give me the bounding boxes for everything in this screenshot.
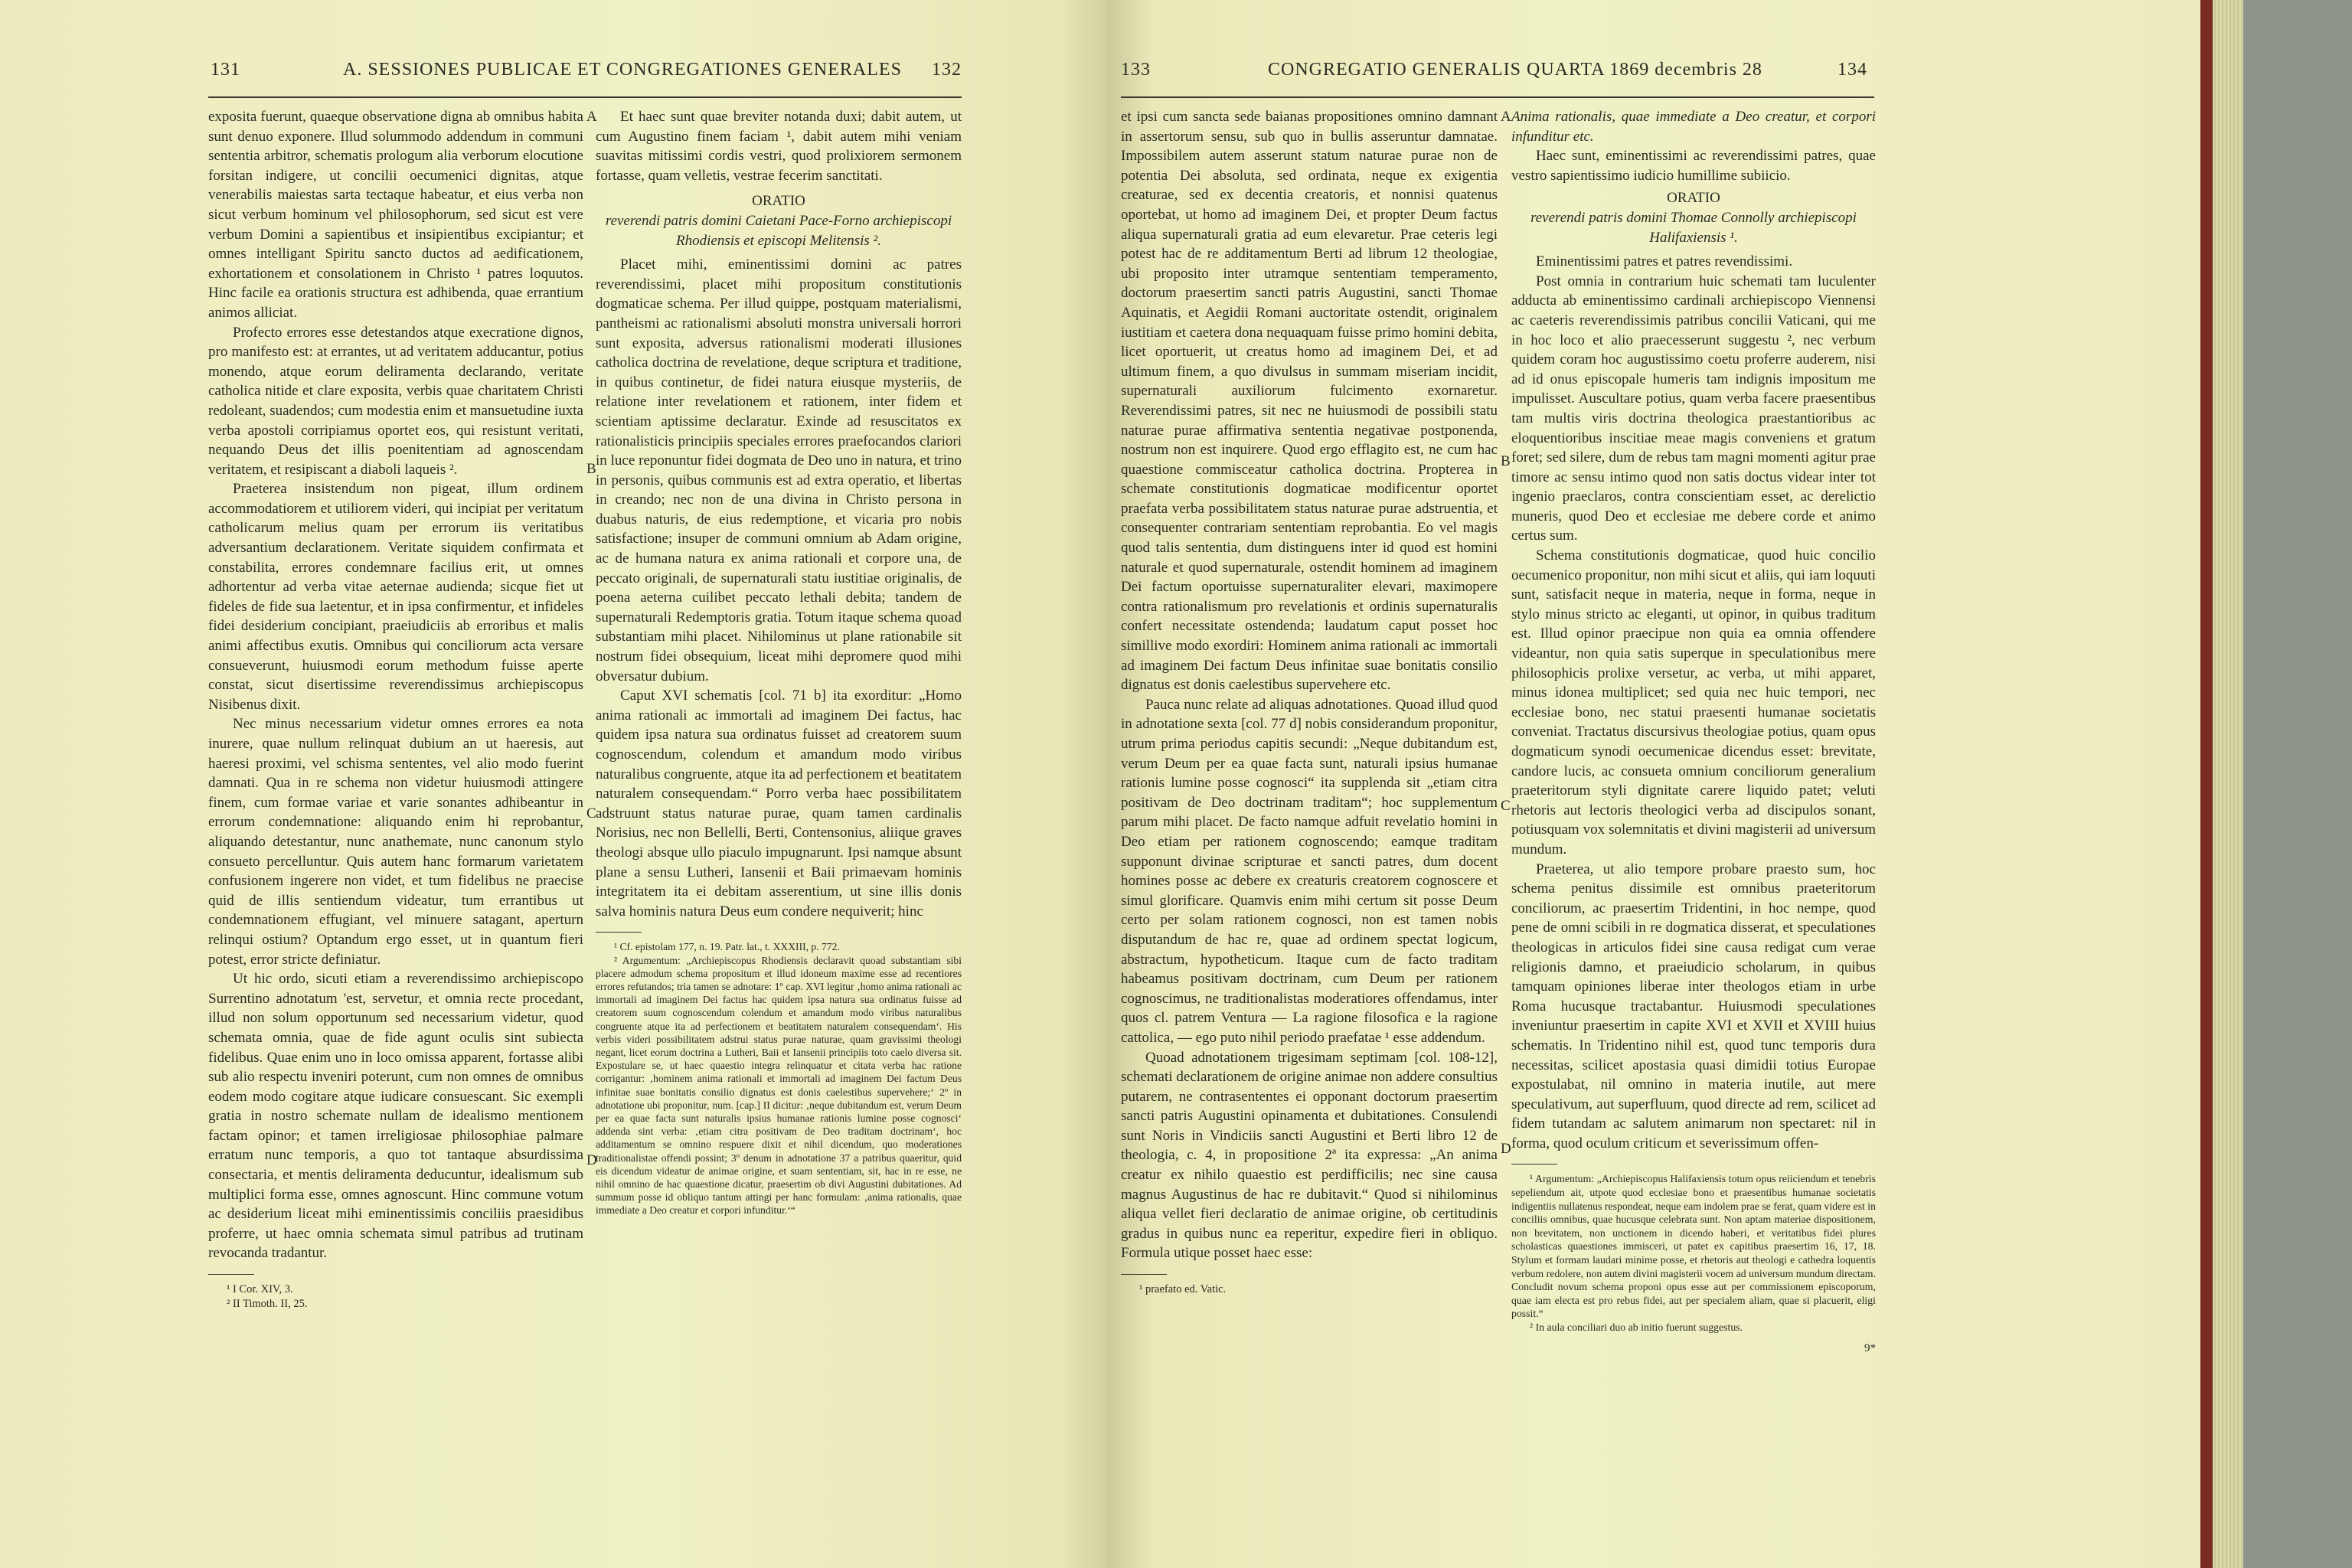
speaker-title: reverendi patris domini Caietani Pace-Forno archiepiscopi Rhodiensis et episcopi Melitensis ². [605,212,952,249]
right-page [1107,0,2213,1568]
column-134 [1511,107,1876,1358]
header-rule [208,96,962,98]
footnotes [1511,1172,1876,1334]
footnote: ¹ praefato ed. Vatic. [1139,1283,1227,1296]
margin-mark-b: B [586,461,596,477]
page-number-131: 131 [211,60,240,80]
paragraph: Post omnia in contrarium huic schemati tam luculenter adducta ab eminentissimo cardinali archiepiscopo Viennensi ac caeteris reverendissimis patribus concilii Vaticani, qui me in hoc loco et alio praecesserunt suggestu ², nec verbum quidem coram hoc augustissimo coetu proferre auderem, nisi ad id onus episcopale humeris tam indignis impositum me impulisset. Auscultare potius, quam verba facere praesentibus tam multis viris doctrina theologica praestantioribus ac eloquentioribus inscitiae meae magis conveniens et gratum foret; sed silere, dum de rebus tam magni momenti agitur prae timore ac sensu intimo quod non satis doctus videar inter tot ingenio praeclaros, contra conscientiam esset, ac derelictio muneris, quod Deo et ecclesiae me debere corde et animo certus sum. [1511,273,1876,544]
paragraph: Pauca nunc relate ad aliquas adnotationes. Quoad illud quod in adnotatione sexta [col. 77 d] nobis considerandum proponitur, utrum prima periodus capitis secundi: „Neque dubitandum est, verum Deum per ea quae facta sunt, naturali ipsius humanae rationis lumine posse cognosci“ ita supplenda sit „etiam citra positivam de Deo doctrinam traditam“; hoc supplementum parum mihi placet. De facto namque adfuit revelatio homini in Deo etiam per rationem cognoscendo; eamque traditam supponunt divinae scripturae et sancti patres, dum docent homines posse ac debere ex creaturis creatorem cognoscere et simul glorificare. Quamvis enim mihi certum sit posse Deum certo per solam rationem cognosci, non est tamen nobis disputandum de hac re, quae ad ordinem spectat logicum, abstractum, hypotheticum. Itaque cum de facto traditam habeamus positivam doctrinam, cum Deum per rationem cognoscimus, ne traditionalistas moderatiores offendamus, inter quos cl. patrem Ventura — La ragione filosofica e la ragione cattolica, — ego puto nihil periodo praefatae ¹ esse addendum. [1121,696,1498,1046]
header-title: CONGREGATIO GENERALIS QUARTA 1869 decembris 28 [1268,60,1762,80]
oratio-heading: ORATIO [752,193,805,210]
column-131 [208,107,583,1311]
page-number-132: 132 [932,60,962,80]
column-132 [596,107,962,1217]
paragraph: Et haec sunt quae breviter notanda duxi; dabit autem, ut cum Augustino finem faciam ¹, dabit autem mihi veniam suavitas mitissimi cordis vestri, quod prolixiorem sermonem fortasse, quam velletis, vestrae fecerim sanctitati. [596,109,962,184]
paragraph: Profecto errores esse detestandos atque execratione dignos, pro manifesto est: at errantes, ut ad veritatem adducantur, potius monendo, atque eorum deliramenta declarando, veritate catholica nitide et clare exposita, verbis quae charitatem Christi redoleant, suadendos; cum modestia enim et mansuetudine iuxta verba apostoli corripiamus oportet eos, qui resistunt veritati, nequando Deus det illis poenitentiam ad agnoscendam veritatem, et resipiscant a diaboli laqueis ². [208,324,583,478]
margin-mark-d: D [586,1152,597,1168]
footnote: ¹ I Cor. XIV, 3. [227,1283,293,1296]
page-number-133: 133 [1121,60,1151,80]
running-header [0,60,1107,87]
margin-mark-c: C [586,805,596,822]
margin-mark-b: B [1501,453,1511,469]
paragraph: et ipsi cum sancta sede baianas propositiones omnino damnant in assertorum sensu, sub quo in bullis asseruntur damnatae. Impossibilem autem asserunt statum naturae purae non de potentia Dei absoluta, sed ordinata, neque ex exigentia creaturae, sed ex decentia creatoris, et nonnisi quatenus oportebat, ut homo ad imaginem Dei, et propter Deum factus aliqua supernaturali gratia ad eum elevaretur. Prae ceteris legi potest hac de re additamentum Berti ad librum 12 theologiae, ubi proposito inter utramque sententiam temperamento, doctorum praesertim sancti patris Augustini, sancti Thomae Aquinatis, et Aegidii Romani auctoritate ostendit, originalem iustitiam et caetera dona nequaquam fuisse primo homini debita, licet oportuerit, ut creatus homo ad imaginem Dei, et ad ultimum finem, a quo divulsus in summam miseriam incidit, supernaturali auxiliorum fulcimento exornaretur. Reverendissimi patres, sit nec ne huiusmodi de possibili statu naturae purae affirmativa sententia negativae postponenda, nostrum non est inquirere. Quod ergo efflagito est, ne cum hac quaestione commisceatur catholica doctrina. Propterea in schemate constitutionis dogmaticae modificentur oportet praefata verba possibilitatem status naturae purae adstruentia, et consequenter contrariam sententiam reprobantia. Eo vel magis quod talis sententia, dum distinguens inter id quod est homini naturale et quod supernaturale, ostendit hominem ad imaginem Dei factum oportuisse supernaturaliter elevari, maximopere contra rationalismum pro revelationis et ordinis supernaturalis confert necessitate ostendenda; laudatum caput posset hoc simillive modo exordiri: Hominem anima rationali ac immortali ad imaginem Dei factum Deus infinitae suae bonitatis consilio dignatus est donis caelestibus supervehere etc. [1121,109,1498,694]
footnote-rule [1121,1274,1167,1275]
margin-mark-d: D [1501,1141,1511,1157]
paragraph: Haec sunt, eminentissimi ac reverendissimi patres, quae vestro sapientissimo iudicio humillime subiicio. [1511,148,1876,184]
paragraph: Praeterea insistendum non pigeat, illum ordinem accommodatiorem et utiliorem videri, qui incipiat per veritatum catholicarum melius quam per errorum iis veritatibus adversantium declarationem. Veritate siquidem confirmata et constabilita, errores condemnare facilius erit, ut omnes adhortentur ad verba vitae aeternae audienda; sicque fiet ut fideles de fide sua laetentur, et in ipsa confirmentur, et infideles fidei desiderium concipiant, praeiudiciis ab erroribus et malis animi affectibus exutis. Omnibus qui conciliorum acta versare consueverunt, huiusmodi eorum methodum fuisse aperte constat, sicut disertissime reverendissimus archiepiscopus Nisibenus dixit. [208,481,583,713]
footnotes [208,1282,583,1311]
paragraph: Anima rationalis, quae immediate a Deo creatur, et corpori infunditur etc. [1511,109,1876,145]
footnote: ² II Timoth. II, 25. [227,1297,308,1310]
footnote-rule [1511,1164,1557,1165]
oratio-heading: ORATIO [1667,190,1720,207]
paragraph: exposita fuerunt, quaeque observatione digna ab omnibus habita sunt denuo exponere. Illud solummodo addendum in communi sententia arbitror, schematis prologum alia verborum elocutione forsitan indigere, ut concilii oecumenici dignitas, atque venerabilis maiestas sarta tectaque habeatur, et eius verba non sicut verbum hominum vel philosophorum, sed sicut est vere verbum Domini a sapientibus et insipientibus excipiantur; et omnes intelligant Spiritu sancto ductos ad aedificationem, exhortationem et consolationem in Christo ¹ patres loquutos. Hinc facile ea orationis structura est adhibenda, quae errantium animos alliciat. [208,109,583,321]
footnote: ² Argumentum: „Archiepiscopus Rhodiensis declaravit quoad substantiam sibi placere admodum schema propositum et illud idoneum maxime esse ad recentiores errores refutandos; tria tamen se adnotare: 1º cap. XVI legitur ‚homo anima rationali ac immortali ad imaginem Dei factus hac quidem ipsa natura sua ordinatus fuisse ad creatorem suum cognoscendum colendum et amandum modo viribus naturalibus congruente atque ita ad perfectionem et beatitatem naturalem consequendam‘. His verbis videri possibilitatem adstrui status purae naturae, quam gravissimi theologi negant, licet eorum doctrina a Lutheri, Baii et Iansenii principiis toto caelo diversa sit. Expostulare se, ut haec quaestio integra relinquatur et citata verba hac ratione corrigantur: ‚hominem anima rationali et immortali ad imaginem Dei factum Deus infinitae suae bonitatis consilio dignatus est donis caelestibus supervehere;‘ 2º in adnotatione ubi proponitur, num. [cap.] II dicitur: ‚neque dubitandum est, verum Deum per ea quae facta sunt naturalis ipsius humanae rationis lumine posse cognosci‘ addenda sint verba: ‚etiam citra positivam de Deo traditam doctrinam‘, hoc additamentum se omnino respuere dixit et nihil dicendum, quo moderationes traditionalistae offendi possint; 3º denum in adnotatione 37 a patribus quaeritur, quid eis dicendum videatur de animae origine, et suam sententiam, sit, hac in re esse, ne nihil omnino de hac quaestione dicatur, praesertim ob divi Augustini dubitationes. Ad summum posse id obliquo tantum attingi per hanc formulam: ‚anima rationalis, quae immediate a Deo creatur et corpori infunditur.‘“ [596,954,962,1217]
running-header [1107,60,2213,87]
page-edges [2213,0,2243,1568]
footnote: ¹ Cf. epistolam 177, n. 19. Patr. lat., t. XXXIII, p. 772. [614,941,840,953]
paragraph: Nec minus necessarium videtur omnes errores ea nota inurere, quae nullum relinquat dubium an ut haeresis, aut haeresi proximi, vel schisma sententes, vel alio modo fuerint damnati. Qua in re schema non videtur huiusmodi attingere finem, cum formae variae et varie sonantes adhibeantur in errorum condemnatione: aliquando enim hi reprobantur, aliquando detestantur, nunc anathemate, nunc canonum stylo consueto percelluntur. Quis autem hanc formarum varietatem confusionem ingerere non videt, et tum fidelibus ne praecise quid de illis sentiendum videatur, tum errantibus ut condemnationem effugiant, vel minuere satagant, aperturn relinqui ostium? Optandum ergo esset, ut in quantum fieri potest, error stricte definiatur. [208,716,583,968]
paragraph: Ut hic ordo, sicuti etiam a reverendissimo archiepiscopo Surrentino adnotatum 'est, servetur, et omnia recte procedant, illud non solum opportunum sed necessarium videtur, quod schemata omnia, quae de fide agunt oculis sint subiecta fidelibus. Quae enim uno in loco omissa apparent, fortasse alibi sub alio respectu inveniri poterunt, cum non omnes de omnibus eodem modo cogitare atque iudicare consuescant. Sic exempli gratia in nostro schemate nullam de idealismo mentionem factam opinor; et tamen irreligiosae philosophiae palmare erratum nunc temporis, a quo tot tantaque absurdissima consectaria, et mentis deliramenta deducuntur, idealismum sub multiplici forma esse, omnes agnoscunt. Hinc commune votum ac desiderium liceat mihi eminentissimis conciliis praesidibus proferre, ut haec omnia schemata simul patribus ad trutinam revocanda tradantur. [208,971,583,1262]
paragraph: Schema constitutionis dogmaticae, quod huic concilio oecumenico proponitur, non mihi sicut et aliis, qui iam loquuti sunt, satisfacit neque in materia, neque in forma, neque in stylo minus stricto ac eleganti, ut opinor, in quibus traditum est. Illud opinor praecipue non quia ea omnia offendere videantur, non quia satis superque in speculationibus mere philosophicis prolixe versetur, ac verba, ut mihi apparet, minus idonea multiplicet; sed quia nec huic tempori, nec ecclesiae bono, nec statui praesenti humanae societatis conveniat. Tractatus discursivus theologiae potius, quam opus dogmaticum synodi oecumenicae dicendus esset: brevitate, candore lucis, ac consueta omnium conciliorum generalium praeteritorum styli dignitate carere liquido patet; veluti rhetoris aut lectoris theologici verba ad discipulos sonant, potiusquam vox solemnitatis et divini magisterii ad universum mundum. [1511,547,1876,858]
column-133 [1121,107,1498,1297]
footnotes [596,940,962,1217]
footnote-rule [596,932,642,933]
footnotes [1121,1282,1498,1297]
margin-mark-a: A [1501,109,1511,125]
header-rule [1121,96,1874,98]
speaker-title: reverendi patris domini Thomae Connolly archiepiscopi Halifaxiensis ¹. [1530,209,1857,246]
paragraph: Eminentissimi patres et patres revendissimi. [1536,253,1793,270]
margin-mark-a: A [586,109,597,125]
paragraph: Praeterea, ut alio tempore probare praesto sum, hoc schema penitus dissimile est omnibus praeteritorum conciliorum, ac praesertim Tridentini, in hoc nempe, quod pene de omni scibili in re dogmatica disserat, et speculationes theologicas in articulos fidei sine causa redigat cum verae religionis damno, et praeiudicio scholarum, in quibus tamquam opiniones liberae inter theologos etiam in urbe Roma hucusque tractabantur. Huiusmodi speculationes inveniuntur praesertim in capite XVI et XVII et XVIII huius schematis. In Tridentino nihil est, quod tunc temporis dura necessitas, scilicet apostasia quasi dimidii totius Europae expostulabat, nil omnino in materia inutile, aut mere speculativum, aut superfluum, quod directe ad rem, scilicet ad fidem tutandam ac salutem animarum non spectaret: nil in forma, quod oculum criticum et severissimum offen- [1511,861,1876,1152]
footnote: ² In aula conciliari duo ab initio fuerunt suggestus. [1530,1321,1743,1333]
page-number-134: 134 [1838,60,1867,80]
paragraph: Caput XVI schematis [col. 71 b] ita exorditur: „Homo anima rationali ac immortali ad imaginem Dei factus, hac quidem ipsa natura sua ordinatus fuisset ad creatorem suum cognoscendum, colendum et amandum modo viribus naturalibus congruente, atque ita ad perfectionem et beatitatem naturalem consequendam.“ Porro verba haec possibilitatem adstruunt status naturae purae, quam tamen cardinalis Norisius, nec non Bellelli, Berti, Contensonius, aliique graves theologi absque ullo piaculo impugnarunt. Ipsi namque absunt plane a sensu Lutheri, Iansenii et Baii primaevam hominis integritatem ita ei debitam asserentium, ut sine illis donis salva hominis natura Deus eum condere nequiverit; hinc [596,688,962,920]
paragraph: Quoad adnotationem trigesimam septimam [col. 108-12], schemati declarationem de origine animae non addere consultius putarem, ne contrasententes ei opponant doctorum praesertim sancti patris Augustini opinamenta et dubitationes. Consulendi sunt Noris in Vindiciis sancti Augustini et Berti libro 12 de theologia, c. 4, in propositione 2ª ita expressa: „An anima creatur ex nihilo quaestio est perdifficilis; nec sine causa magnus Augustinus de hac re dubitavit.“ Quod si nihilominus aliqua vellet fieri declaratio de animae origine, ob certitudinis gradus in quibus nunc ea reperitur, expedire fieri in obliquo. Formula utique posset haec esse: [1121,1049,1498,1262]
footnote: ¹ Argumentum: „Archiepiscopus Halifaxiensis totum opus reiiciendum et tenebris sepeliendum ait, utpote quod ecclesiae bono et praesentibus humanae societatis indigentiis nullatenus respondeat, neque eam indolem prae se ferat, quam videre est in conciliis omnibus, quae hucusque celebrata sunt. Non aptam materiae dispositionem, non brevitatem, non unctionem in dicendo haberi, et veritatibus fidei plures scholasticas quaestiones immisceri, ut patet ex capitibus praesertim 16, 17, 18. Stylum et formam laudari minime posse, et rhetoris aut theologi e cathedra loquentis verbum redolere, non autem divini magisterii vocem ad universum mundum directam. Concludit novum schema proponi opus esse aut per commissionem episcoporum, quae iam electa est pro rebus fidei, aut per specialem aliam, quae si placuerit, eligi possit.“ [1511,1173,1876,1320]
left-page [0,0,1107,1568]
footnote-rule [208,1274,254,1275]
paragraph: Placet mihi, eminentissimi domini ac patres reverendissimi, placet mihi propositum constitutionis dogmaticae schema. Per illud quippe, postquam materialismi, pantheismi ac rationalismi absoluti monstra universali horrori sunt exposita, adversus rationalismi moderati illusiones catholica doctrina de revelatione, deque scriptura et traditione, in quibus continetur, de fidei natura eiusque mysteriis, de relatione inter revelationem et rationem, inter fidem et scientiam aptissime declaratur. Exinde ad resuscitatos ex rationalisticis principiis speciales errores praefocandos clariori in luce reponuntur fidei dogmata de Deo uno in natura, et trino in personis, quibus communis est ad extra operatio, et libertas in creando; nec non de una divina in Christo persona in duabus naturis, de eius redemptione, et vicaria pro nobis satisfactione; insuper de communi omnium ab Adam origine, ac de humana natura ex anima rationali et corpore una, de peccato originali, de supernaturali statu iustitiae originalis, de poena aeterna cuilibet peccato lethali debita; tandem de supernaturali Redemptoris gratia. Totum itaque schema quoad substantiam mihi placet. Nihilominus ut plane rationabile sit nostrum fidei obsequium, liceat mihi depromere quod mihi obversatur dubium. [596,256,962,684]
signature-mark: 9* [1864,1341,1876,1354]
header-title: A. SESSIONES PUBLICAE ET CONGREGATIONES GENERALES [343,60,902,80]
margin-mark-c: C [1501,798,1511,814]
book-cover [2243,0,2352,1568]
